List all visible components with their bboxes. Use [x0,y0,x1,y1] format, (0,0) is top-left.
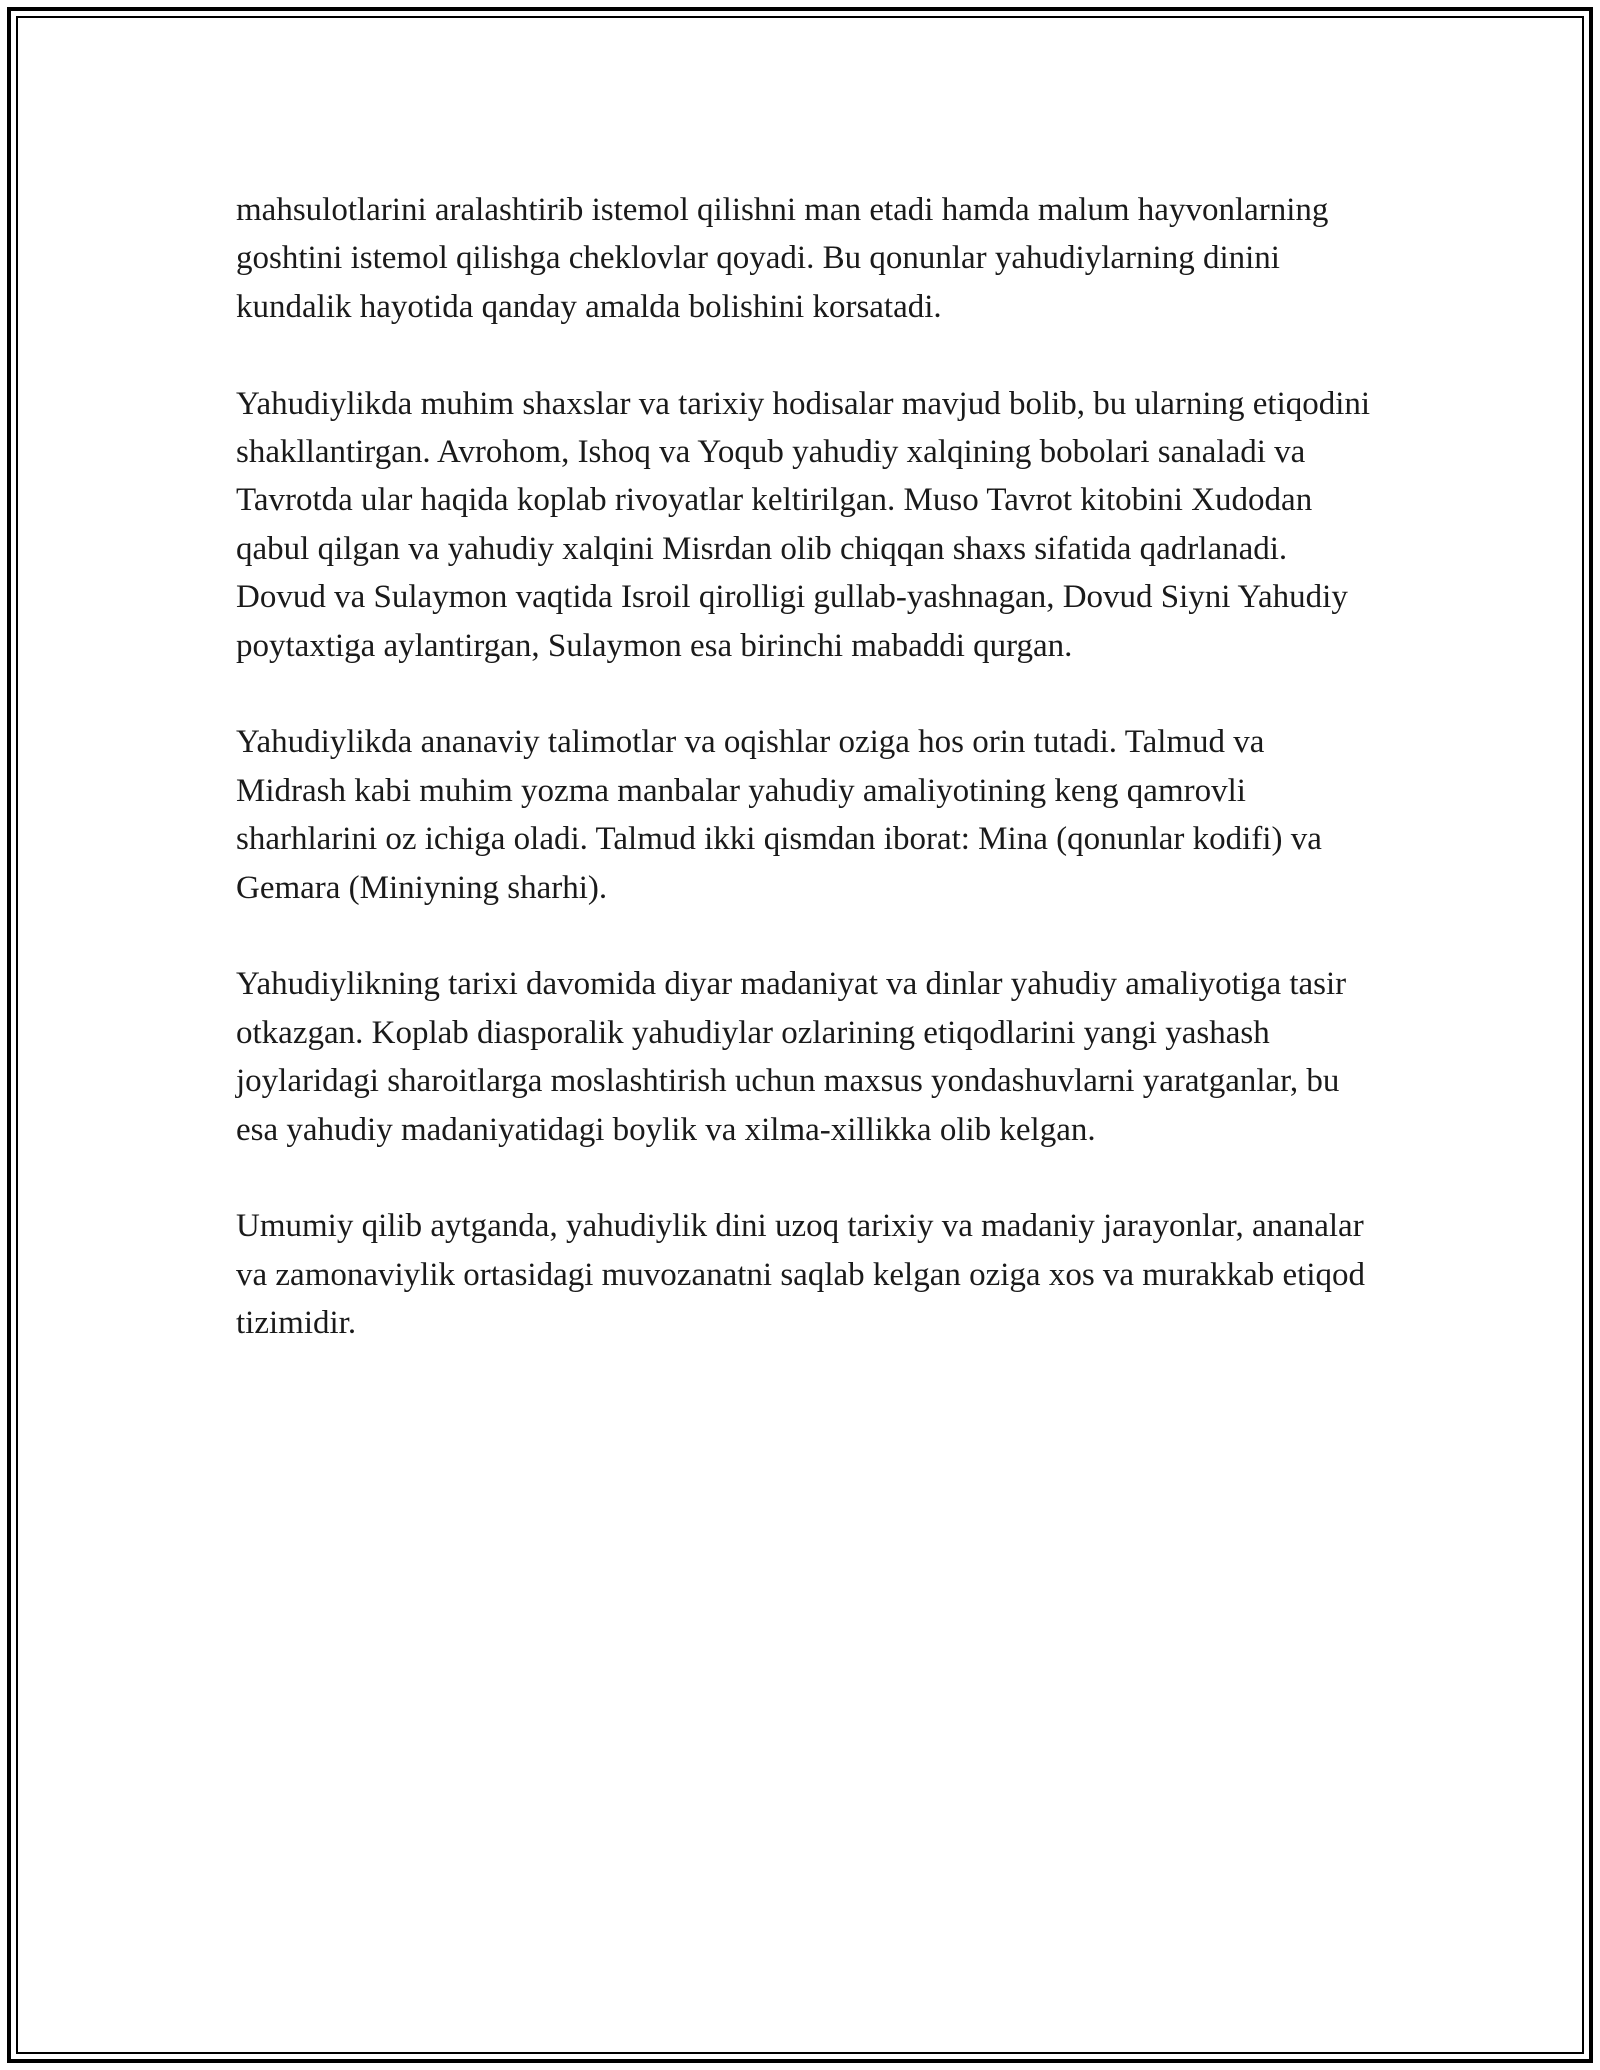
paragraph-conclusion: Umumiy qilib aytganda, yahudiylik dini uzoq tarixiy va madaniy jarayonlar, ananalar va zamonaviylik ortasidagi muvozanatni saqlab kelgan oziga xos va murakkab etiqod tizimidir. [236,1208,1365,1342]
paragraph-traditional-teachings: Yahudiylikda ananaviy talimotlar va oqishlar oziga hos orin tutadi. Talmud va Midrash kabi muhim yozma manbalar yahudiy amaliyotining keng qamrovli sharhlarini oz ichiga oladi. Talmud ikki qismdan iborat: Mina (qonunlar kodifi) va Gemara (Miniyning sharhi). [236,724,1322,906]
paragraph-key-figures: Yahudiylikda muhim shaxslar va tarixiy hodisalar mavjud bolib, bu ularning etiqodini shakllantirgan. Avrohom, Ishoq va Yoqub yahudiy xalqining bobolari sanaladi va Tavrotda ular haqida koplab rivoyatlar keltirilgan. Muso Tavrot kitobini Xudodan qabul qilgan va yahudiy xalqini Misrdan olib chiqqan shaxs sifatida qadrlanadi. Dovud va Sulaymon vaqtida Isroil qirolligi gullab-yashnagan, Dovud Siyni Yahudiy poytaxtiga aylantirgan, Sulaymon esa birinchi mabaddi qurgan. [236,385,1371,664]
document-body [236,186,1376,1348]
paragraph-dietary-laws: mahsulotlarini aralashtirib istemol qilishni man etadi hamda malum hayvonlarning goshtini istemol qilishga cheklovlar qoyadi. Bu qonunlar yahudiylarning dinini kundalik hayotida qanday amalda bolishini korsatadi. [236,192,1329,325]
paragraph-history-influences: Yahudiylikning tarixi davomida diyar madaniyat va dinlar yahudiy amaliyotiga tasir otkazgan. Koplab diasporalik yahudiylar ozlarining etiqodlarini yangi yashash joylaridagi sharoitlarga moslashtirish uchun maxsus yondashuvlarni yaratganlar, bu esa yahudiy madaniyatidagi boylik va xilma-xillikka olib kelgan. [236,966,1347,1148]
